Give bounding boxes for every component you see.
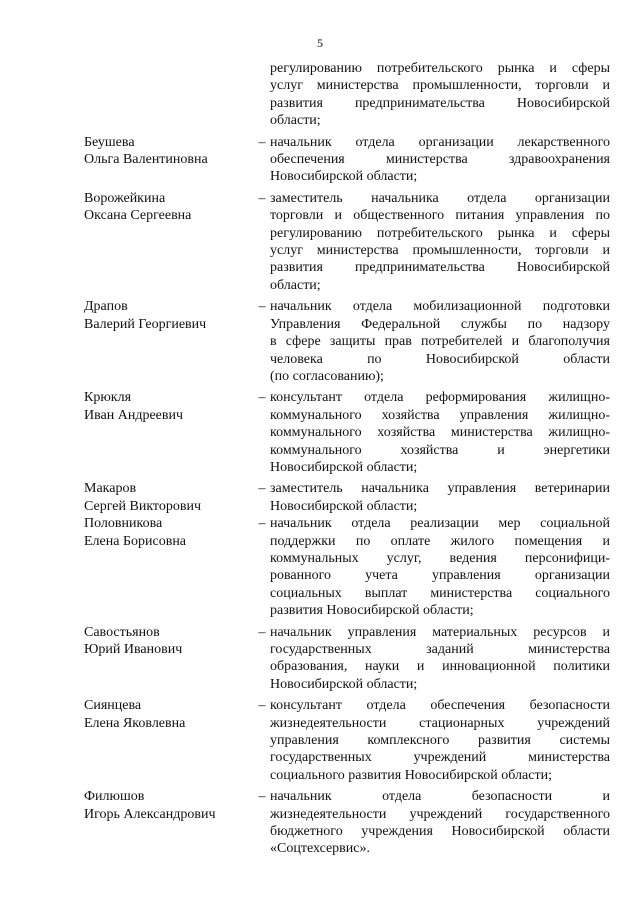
text-line: обеспечения министерства здравоохранения	[270, 152, 610, 168]
dash-separator: –	[258, 516, 266, 532]
member-given: Валерий Георгиевич	[84, 316, 207, 332]
dash-separator: –	[258, 481, 266, 497]
member-surname: Макаров	[84, 481, 137, 497]
continuation-entry	[84, 60, 610, 130]
text-line: развития предпринимательства Новосибирской	[270, 95, 610, 111]
member-given: Елена Борисовна	[84, 533, 187, 549]
member-surname: Беушева	[84, 134, 135, 150]
member-name	[84, 697, 254, 784]
text-line: развития предпринимательства Новосибирской	[270, 260, 610, 276]
member-name	[84, 298, 254, 385]
dash-separator: –	[258, 624, 266, 640]
text-line: начальник отдела реализации мер социальной	[270, 516, 610, 532]
member-entry	[84, 788, 610, 858]
text-line: поддержки по оплате жилого помещения и	[270, 533, 610, 549]
text-line: рованного учета управления организации	[270, 568, 610, 584]
text-line: регулированию потребительского рынка и сферы	[270, 225, 610, 241]
text-line: жизнедеятельности учреждений государственного	[270, 806, 610, 822]
text-line: в сфере защиты прав потребителей и благополучия	[270, 334, 610, 350]
member-entry	[84, 298, 610, 385]
member-given: Елена Яковлевна	[84, 715, 186, 731]
member-surname: Крюкля	[84, 390, 132, 406]
member-name	[84, 480, 254, 515]
text-line: Новосибирской области;	[270, 676, 418, 692]
text-line: развития Новосибирской области;	[270, 603, 474, 619]
text-line: коммунального хозяйства министерства жилищно-	[270, 425, 610, 441]
text-line: коммунального хозяйства управления жилищно-	[270, 407, 610, 423]
dash-separator: –	[258, 390, 266, 406]
text-line: торговли и общественного питания управления по	[270, 208, 610, 224]
text-line: начальник отдела мобилизационной подготовки	[270, 299, 610, 315]
member-name	[84, 190, 254, 294]
member-entry	[84, 624, 610, 694]
member-name	[84, 788, 254, 858]
member-surname: Драпов	[84, 299, 128, 315]
dash-separator: –	[258, 789, 266, 805]
text-line: жизнедеятельности стационарных учреждений	[270, 715, 610, 731]
member-surname: Савостьянов	[84, 624, 160, 640]
text-line: консультант отдела обеспечения безопасности	[270, 698, 610, 714]
text-line: начальник управления материальных ресурсов и	[270, 624, 610, 640]
text-line: консультант отдела реформирования жилищно-	[270, 390, 610, 406]
text-line: Управления Федеральной службы по надзору	[270, 316, 610, 332]
member-given: Иван Андреевич	[84, 407, 184, 423]
text-line: бюджетного учреждения Новосибирской области	[270, 824, 610, 840]
text-line: образования, науки и инновационной политики	[270, 659, 610, 675]
member-entry	[84, 515, 610, 619]
text-line: начальник отдела безопасности и	[270, 789, 610, 805]
page-number: 5	[317, 36, 323, 50]
text-line: государственных заданий министерства	[270, 642, 610, 657]
text-line: заместитель начальника отдела организации	[270, 190, 610, 206]
text-line: человека по Новосибирской области	[270, 351, 610, 367]
member-name	[84, 134, 254, 186]
text-line: области;	[270, 113, 321, 129]
member-list	[84, 134, 610, 858]
continuation-text	[270, 60, 610, 130]
member-position	[270, 624, 610, 694]
text-line: заместитель начальника управления ветеринарии	[270, 481, 610, 497]
member-given: Оксана Сергеевна	[84, 208, 192, 224]
text-line: коммунального хозяйства и энергетики	[270, 442, 610, 458]
member-name	[84, 515, 254, 619]
text-line: регулированию потребительского рынка и сферы	[270, 61, 610, 76]
member-position	[270, 697, 610, 784]
member-position	[270, 515, 610, 619]
member-surname: Ворожейкина	[84, 190, 166, 206]
member-surname: Половникова	[84, 516, 163, 532]
member-position	[270, 134, 610, 186]
text-line: социальных выплат министерства социального	[270, 585, 610, 601]
member-name	[84, 389, 254, 476]
text-line: государственных учреждений министерства	[270, 750, 610, 766]
member-surname: Филюшов	[84, 789, 145, 805]
member-surname: Сиянцева	[84, 698, 142, 714]
member-given: Игорь Александрович	[84, 806, 216, 822]
member-given: Юрий Иванович	[84, 642, 183, 657]
text-line: Новосибирской области;	[270, 169, 418, 185]
member-position	[270, 298, 610, 385]
dash-separator: –	[258, 134, 266, 150]
text-line: социального развития Новосибирской области;	[270, 767, 552, 783]
text-line: Новосибирской области;	[270, 498, 418, 514]
text-line: начальник отдела организации лекарственного	[270, 134, 610, 150]
text-line: «Соцтехсервис».	[270, 841, 370, 857]
member-position	[270, 788, 610, 858]
text-line: (по согласованию);	[270, 368, 384, 384]
dash-separator: –	[258, 698, 266, 714]
member-position	[270, 480, 610, 515]
text-line: управления комплексного развития системы	[270, 733, 610, 749]
member-entry	[84, 697, 610, 784]
text-line: Новосибирской области;	[270, 459, 418, 475]
text-line: коммунальных услуг, ведения персонифици-	[270, 550, 610, 566]
dash-separator: –	[258, 299, 266, 315]
dash-separator: –	[258, 190, 266, 206]
text-line: услуг министерства промышленности, торговли и	[270, 78, 610, 94]
member-entry	[84, 190, 610, 294]
member-position	[270, 190, 610, 294]
member-name	[84, 624, 254, 694]
commission-list	[84, 60, 610, 858]
member-entry	[84, 134, 610, 186]
member-given: Ольга Валентиновна	[84, 152, 208, 168]
member-entry	[84, 389, 610, 476]
member-entry	[84, 480, 610, 515]
member-position	[270, 389, 610, 476]
text-line: услуг министерства промышленности, торговли и	[270, 243, 610, 259]
text-line: области;	[270, 277, 321, 293]
member-given: Сергей Викторович	[84, 498, 202, 514]
